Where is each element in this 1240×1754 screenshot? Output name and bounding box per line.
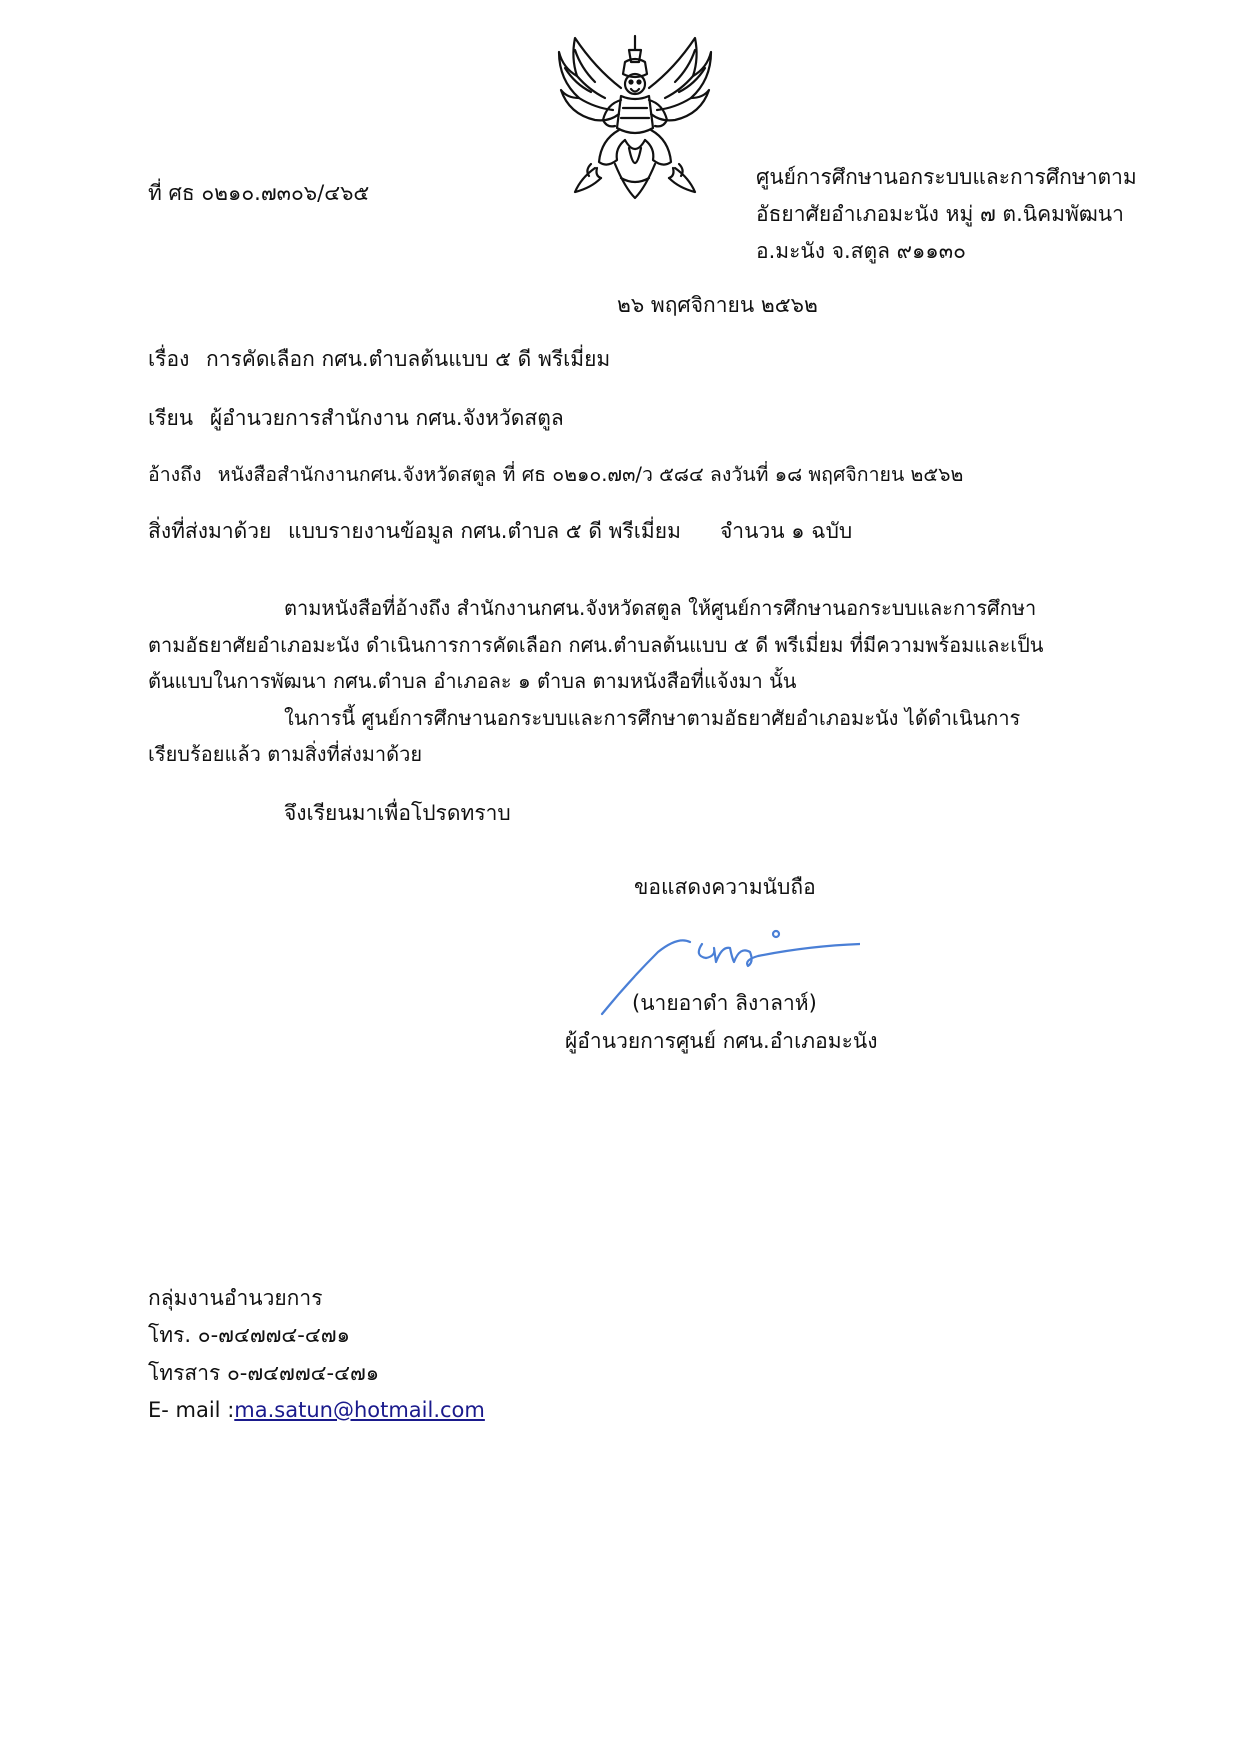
enclosure-text: แบบรายงานข้อมูล กศน.ตำบล ๕ ดี พรีเมี่ยม: [288, 519, 681, 543]
subject-label: เรื่อง: [148, 347, 190, 371]
document-date: ๒๖ พฤศจิกายน ๒๕๖๒: [617, 293, 818, 317]
email-label: E- mail :: [148, 1398, 235, 1422]
recipient-text: ผู้อำนวยการสำนักงาน กศน.จังหวัดสตูล: [209, 406, 564, 430]
telephone: โทร. ๐-๗๔๗๗๔-๔๗๑: [148, 1323, 350, 1347]
recipient-label: เรียน: [148, 406, 194, 430]
signer-position: ผู้อำนวยการศูนย์ กศน.อำเภอมะนัง: [565, 1029, 878, 1053]
salutation: ขอแสดงความนับถือ: [634, 875, 816, 899]
paragraph-2-line-2: เรียบร้อยแล้ว ตามสิ่งที่ส่งมาด้วย: [148, 742, 423, 766]
reference-line: [148, 462, 963, 488]
document-number: ที่ ศธ ๐๒๑๐.๗๓๐๖/๔๖๕: [148, 181, 370, 205]
sender-address-line-2: อัธยาศัยอำเภอมะนัง หมู่ ๗ ต.นิคมพัฒนา: [756, 202, 1124, 226]
subject-text: การคัดเลือก กศน.ตำบลต้นแบบ ๕ ดี พรีเมี่ยม: [206, 347, 611, 371]
sender-address-line-1: ศูนย์การศึกษานอกระบบและการศึกษาตาม: [756, 165, 1137, 189]
signer-name: (นายอาดำ ลิงาลาห์): [632, 991, 817, 1015]
enclosure-quantity: จำนวน ๑ ฉบับ: [720, 519, 853, 543]
subject-line: [148, 346, 610, 372]
garuda-emblem-icon: [555, 28, 715, 208]
paragraph-1-line-3: ต้นแบบในการพัฒนา กศน.ตำบล อำเภอละ ๑ ตำบล ตามหนังสือที่แจ้งมา นั้น: [148, 669, 797, 693]
email-link[interactable]: ma.satun@hotmail.com: [234, 1398, 485, 1422]
enclosure-label: สิ่งที่ส่งมาด้วย: [148, 519, 272, 543]
fax: โทรสาร ๐-๗๔๗๗๔-๔๗๑: [148, 1361, 380, 1385]
enclosure-line: [148, 518, 681, 544]
email-line: [148, 1397, 485, 1423]
paragraph-2-line-1: ในการนี้ ศูนย์การศึกษานอกระบบและการศึกษาตามอัธยาศัยอำเภอมะนัง ได้ดำเนินการ: [284, 706, 1021, 730]
department: กลุ่มงานอำนวยการ: [148, 1286, 323, 1310]
sender-address-line-3: อ.มะนัง จ.สตูล ๙๑๑๓๐: [756, 239, 966, 263]
closing-line: จึงเรียนมาเพื่อโปรดทราบ: [284, 801, 511, 825]
reference-text: หนังสือสำนักงานกศน.จังหวัดสตูล ที่ ศธ ๐๒๑๐.๗๓/ว ๕๘๔ ลงวันที่ ๑๘ พฤศจิกายน ๒๕๖๒: [217, 463, 964, 486]
paragraph-1-line-2: ตามอัธยาศัยอำเภอมะนัง ดำเนินการการคัดเลือก กศน.ตำบลต้นแบบ ๕ ดี พรีเมี่ยม ที่มีความพร้อมและเป็น: [148, 633, 1044, 657]
reference-label: อ้างถึง: [148, 463, 202, 486]
recipient-line: [148, 405, 564, 431]
paragraph-1-line-1: ตามหนังสือที่อ้างถึง สำนักงานกศน.จังหวัดสตูล ให้ศูนย์การศึกษานอกระบบและการศึกษา: [284, 596, 1037, 620]
